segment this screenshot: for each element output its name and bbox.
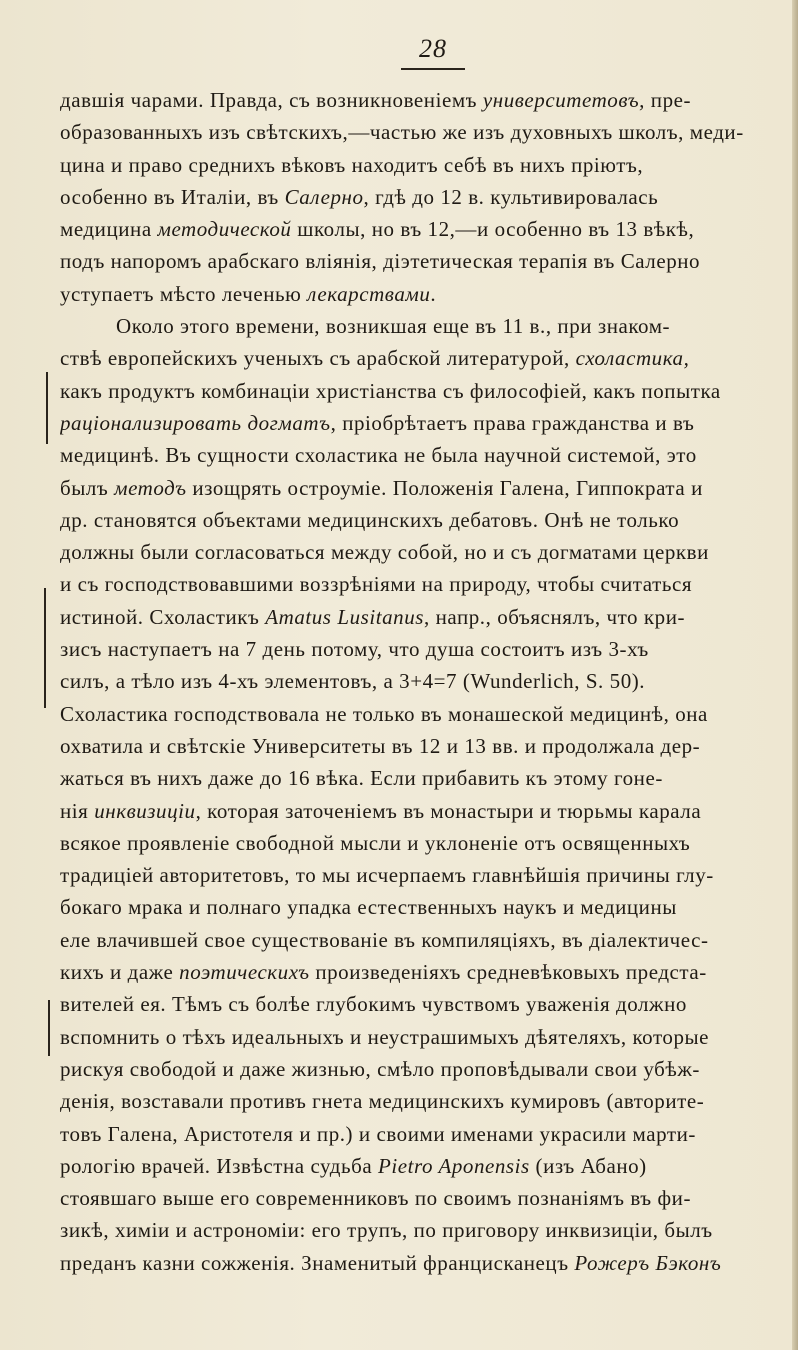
- text-run: школы, но въ 12,—и особенно въ 13 вѣкѣ,: [291, 217, 695, 242]
- text-run: бокаго мрака и полнаго упадка естественныхъ наукъ и медицины: [60, 895, 677, 920]
- text-run: кихъ и даже: [60, 960, 180, 985]
- text-line: [60, 1247, 792, 1279]
- page-number: 28: [419, 34, 447, 63]
- text-line: [60, 859, 792, 891]
- text-run: , пріобрѣтаетъ права гражданства и въ: [330, 410, 695, 435]
- text-run: денія, возставали противъ гнета медицинскихъ кумировъ (авторите-: [60, 1089, 705, 1114]
- text-line: [60, 181, 792, 213]
- text-run: зисъ наступаетъ на 7 день потому, что душа состоитъ изъ 3-хъ: [60, 637, 649, 662]
- italic-text: инквизиціи: [94, 798, 196, 823]
- text-line: [60, 795, 792, 827]
- italic-text: Amatus Lusitanus: [265, 604, 424, 629]
- text-line: [60, 665, 792, 697]
- text-run: должны были согласоваться между собой, но и съ догматами церкви: [60, 540, 709, 565]
- text-line: [60, 1053, 792, 1085]
- text-run: всякое проявленіе свободной мысли и уклоненіе отъ освященныхъ: [60, 830, 691, 855]
- margin-mark: [48, 1000, 50, 1056]
- text-run: нія: [60, 798, 95, 823]
- italic-text: лекарствами: [307, 281, 431, 306]
- italic-text: Рожеръ Бэконъ: [574, 1250, 722, 1275]
- text-run: медицинѣ. Въ сущности схоластика не была научной системой, это: [60, 443, 697, 468]
- text-line: [60, 1118, 792, 1150]
- page-number-rule: [401, 68, 465, 70]
- text-line: [60, 310, 792, 342]
- text-run: образованныхъ изъ свѣтскихъ,—частью же изъ духовныхъ школъ, меди-: [60, 120, 744, 145]
- text-run: медицина: [60, 217, 158, 242]
- text-run: цина и право среднихъ вѣковъ находитъ себѣ въ нихъ пріютъ,: [60, 152, 644, 177]
- text-line: [60, 924, 792, 956]
- text-run: стоявшаго выше его современниковъ по своимъ познаніямъ въ фи-: [60, 1186, 692, 1211]
- text-line: [60, 149, 792, 181]
- text-line: [60, 116, 792, 148]
- text-line: [60, 568, 792, 600]
- italic-text: поэтическихъ: [179, 960, 310, 985]
- italic-text: схоластика,: [575, 346, 690, 371]
- italic-text: Pietro Aponensis: [378, 1153, 530, 1178]
- text-line: [60, 504, 792, 536]
- text-run: Схоластика господствовала не только въ монашеской медицинѣ, она: [60, 701, 708, 726]
- text-line: [60, 1021, 792, 1053]
- text-line: [60, 245, 792, 277]
- text-line: [60, 1150, 792, 1182]
- text-run: (изъ Абано): [529, 1153, 647, 1178]
- italic-text: методъ: [114, 475, 187, 500]
- text-line: [60, 536, 792, 568]
- page-edge: [792, 0, 798, 1350]
- text-run: традиціей авторитетовъ, то мы исчерпаемъ главнѣйшія причины глу-: [60, 863, 714, 888]
- page-number-block: [390, 34, 476, 70]
- text-line: [60, 278, 792, 310]
- text-line: [60, 730, 792, 762]
- text-line: [60, 472, 792, 504]
- text-line: [60, 1182, 792, 1214]
- text-run: еле влачившей свое существованіе въ компиляціяхъ, въ діалектичес-: [60, 927, 709, 952]
- text-run: .: [430, 281, 437, 306]
- text-run: особенно въ Италіи, въ: [60, 184, 285, 209]
- text-line: [60, 375, 792, 407]
- text-run: ствѣ европейскихъ ученыхъ съ арабской литературой,: [60, 346, 576, 371]
- text-run: давшія чарами. Правда, съ возникновеніемъ: [60, 88, 483, 112]
- text-run: силъ, а тѣло изъ 4-хъ элементовъ, а 3+4=7 (Wunderlich, S. 50).: [60, 669, 646, 694]
- text-line: [60, 633, 792, 665]
- text-run: , гдѣ до 12 в. культивировалась: [363, 184, 659, 209]
- text-run: др. становятся объектами медицинскихъ дебатовъ. Онѣ не только: [60, 507, 680, 532]
- text-run: уступаетъ мѣсто леченью: [60, 281, 308, 306]
- text-run: , напр., объяснялъ, что кри-: [423, 604, 686, 629]
- text-line: [60, 891, 792, 923]
- text-line: [60, 439, 792, 471]
- text-run: преданъ казни сожженія. Знаменитый францисканецъ: [60, 1250, 575, 1275]
- text-line: [60, 988, 792, 1020]
- text-run: и съ господствовавшими воззрѣніями на природу, чтобы считаться: [60, 572, 693, 597]
- text-line: [60, 407, 792, 439]
- text-run: Около этого времени, возникшая еще въ 11 в., при знаком-: [116, 314, 671, 339]
- italic-text: университетовъ,: [482, 88, 645, 112]
- text-run: подъ напоромъ арабскаго вліянія, діэтетическая терапія въ Салерно: [60, 249, 701, 274]
- text-run: пре-: [645, 88, 692, 112]
- text-run: , которая заточеніемъ въ монастыри и тюрьмы карала: [195, 798, 702, 823]
- text-run: товъ Галена, Аристотеля и пр.) и своими именами украсили марти-: [60, 1121, 696, 1146]
- text-run: былъ: [60, 475, 115, 500]
- text-line: [60, 1085, 792, 1117]
- text-run: рискуя свободой и даже жизнью, смѣло проповѣдывали свои убѣж-: [60, 1056, 700, 1081]
- text-line: [60, 213, 792, 245]
- text-line: [60, 762, 792, 794]
- text-run: какъ продуктъ комбинаціи христіанства съ философіей, какъ попытка: [60, 378, 721, 403]
- text-line: [60, 956, 792, 988]
- italic-text: Салерно: [284, 184, 364, 209]
- text-run: охватила и свѣтскіе Университеты въ 12 и 13 вв. и продолжала дер-: [60, 733, 701, 758]
- text-run: изощрять остроуміе. Положенія Галена, Гиппократа и: [186, 475, 703, 500]
- text-run: вителей ея. Тѣмъ съ болѣе глубокимъ чувствомъ уваженія должно: [60, 992, 687, 1017]
- italic-text: методической: [157, 217, 292, 242]
- text-run: вспомнить о тѣхъ идеальныхъ и неустрашимыхъ дѣятеляхъ, которые: [60, 1024, 710, 1049]
- text-run: зикѣ, химіи и астрономіи: его трупъ, по приговору инквизиціи, былъ: [60, 1218, 713, 1243]
- body-text: [60, 84, 792, 1279]
- text-run: жаться въ нихъ даже до 16 вѣка. Если прибавить къ этому гоне-: [60, 766, 663, 791]
- margin-mark: [46, 372, 48, 444]
- text-line: [60, 84, 792, 116]
- text-line: [60, 601, 792, 633]
- italic-text: раціонализировать догматъ: [60, 410, 331, 435]
- text-run: произведеніяхъ средневѣковыхъ предста-: [309, 960, 707, 985]
- text-line: [60, 698, 792, 730]
- text-line: [60, 1214, 792, 1246]
- text-run: истиной. Схоластикъ: [60, 604, 266, 629]
- text-line: [60, 342, 792, 374]
- margin-mark: [44, 588, 46, 708]
- text-run: рологію врачей. Извѣстна судьба: [60, 1153, 379, 1178]
- text-line: [60, 827, 792, 859]
